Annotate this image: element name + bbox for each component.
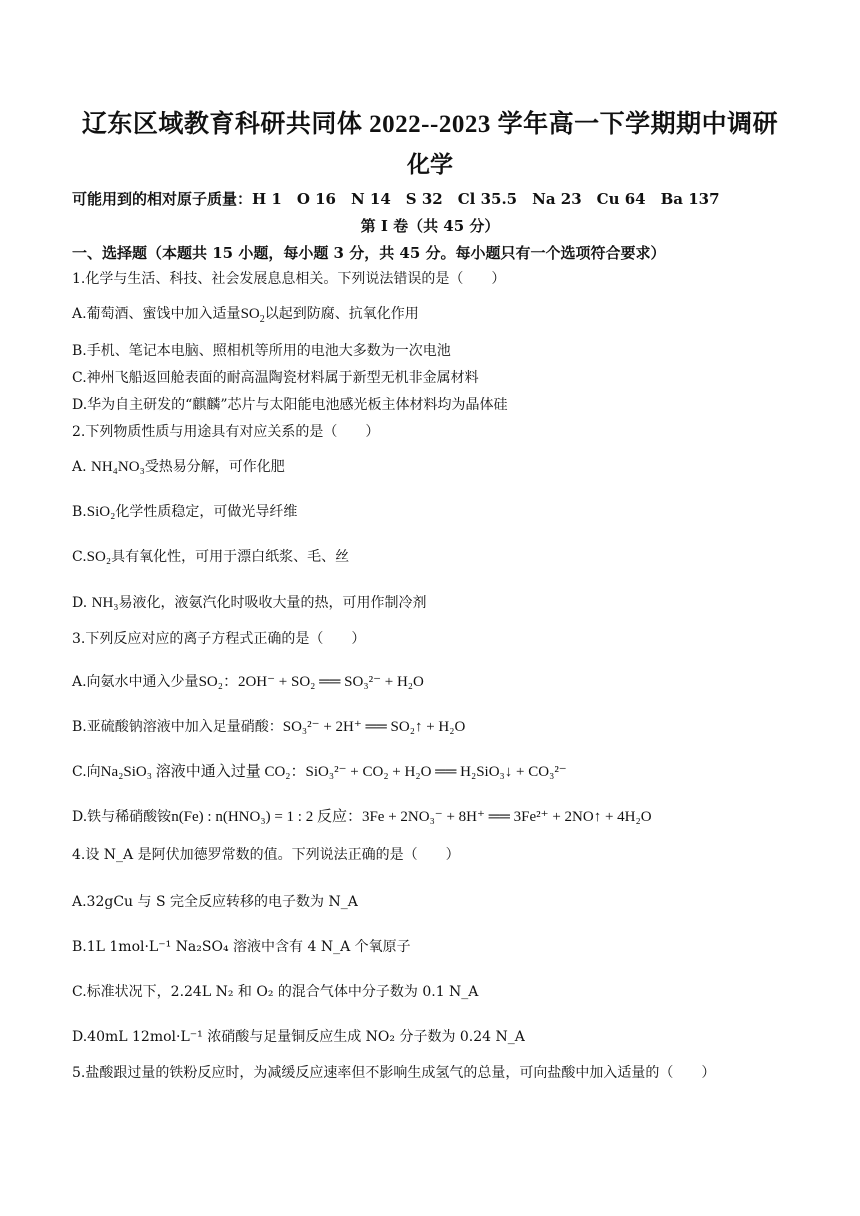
section-heading: 一、选择题（本题共 15 小题，每小题 3 分，共 45 分。每小题只有一个选项符合要求）: [72, 244, 666, 262]
option-text: A.向氨水中通入少量: [72, 674, 199, 690]
question-3-option-c: [72, 763, 832, 781]
question-5-stem: 5.盐酸跟过量的铁粉反应时，为减缓反应速率但不影响生成氢气的总量，可向盐酸中加入适量的（ ）: [72, 1065, 716, 1081]
ionic-equation: n(Fe) : n(HNO₃) = 1 : 2 反应：3Fe + 2NO₃⁻ + 8H⁺ ══ 3Fe²⁺ + 2NO↑ + 4H₂O: [171, 809, 652, 825]
option-text: D.铁与稀硝酸铵: [72, 809, 172, 825]
question-3-option-d: [72, 808, 832, 826]
option-text: C.: [72, 549, 87, 565]
question-2-option-b: [72, 503, 832, 521]
question-1-option-b: B.手机、笔记本电脑、照相机等所用的电池大多数为一次电池: [72, 343, 451, 359]
option-text: 具有氧化性，可用于漂白纸浆、毛、丝: [111, 549, 350, 565]
formula: [240, 306, 265, 325]
formula: NH₃: [91, 595, 119, 611]
formula: SiO₂: [86, 504, 116, 520]
question-4-option-c: C.标准状况下，2.24L N₂ 和 O₂ 的混合气体中分子数为 0.1 N_A: [72, 984, 479, 1000]
question-3-option-b: [72, 718, 832, 736]
question-2-option-d: [72, 594, 832, 612]
ionic-equation: SO₂：2OH⁻ + SO₂ ══ SO₃²⁻ + H₂O: [198, 674, 424, 690]
exam-title: 辽东区域教育科研共同体 2022--2023 学年高一下学期期中调研: [81, 111, 779, 138]
option-text: D.: [72, 595, 92, 611]
option-text: B.: [72, 504, 87, 520]
option-text: A.葡萄酒、蜜饯中加入适量: [72, 306, 241, 322]
question-2-option-c: [72, 548, 832, 566]
question-4-option-d: D.40mL 12mol·L⁻¹ 浓硝酸与足量铜反应生成 NO₂ 分子数为 0.24 N_A: [72, 1029, 525, 1045]
subject-title: 化学: [407, 151, 453, 178]
ionic-equation: SO₃²⁻ + 2H⁺ ══ SO₂↑ + H₂O: [282, 719, 466, 735]
formula: SO₂: [86, 549, 112, 565]
formula: NH₄NO₃: [91, 459, 145, 475]
option-text: C.向: [72, 764, 101, 780]
option-text: 受热易分解，可作化肥: [144, 459, 285, 475]
option-text: 以起到防腐、抗氧化作用: [264, 306, 419, 322]
option-text: 化学性质稳定，可做光导纤维: [115, 504, 298, 520]
question-2-stem: 2.下列物质性质与用途具有对应关系的是（ ）: [72, 424, 380, 440]
question-1-option-d: D.华为自主研发的“麒麟”芯片与太阳能电池感光板主体材料均为晶体硅: [72, 397, 508, 413]
question-4-option-b: B.1L 1mol·L⁻¹ Na₂SO₄ 溶液中含有 4 N_A 个氧原子: [72, 939, 411, 955]
formula-subscript: 2: [259, 314, 265, 325]
question-2-option-a: [72, 458, 832, 476]
formula-text: SO: [240, 306, 260, 322]
volume-heading: 第 I 卷（共 45 分）: [360, 217, 500, 235]
option-text: B.亚硫酸钠溶液中加入足量硝酸：: [72, 719, 283, 735]
question-1-option-a: [72, 305, 832, 323]
question-1-stem: 1.化学与生活、科技、社会发展息息相关。下列说法错误的是（ ）: [72, 271, 506, 287]
atomic-mass-line: 可能用到的相对原子质量：H 1 O 16 N 14 S 32 Cl 35.5 Na 23 Cu 64 Ba 137: [72, 190, 720, 208]
question-3-option-a: [72, 673, 832, 691]
option-text: 易液化，液氨汽化时吸收大量的热，可用作制冷剂: [118, 595, 427, 611]
question-1-option-c: C.神州飞船返回舱表面的耐高温陶瓷材料属于新型无机非金属材料: [72, 370, 479, 386]
question-4-option-a: A.32gCu 与 S 完全反应转移的电子数为 N_A: [72, 894, 358, 910]
question-3-stem: 3.下列反应对应的离子方程式正确的是（ ）: [72, 631, 366, 647]
ionic-equation: Na₂SiO₃ 溶液中通入过量 CO₂：SiO₃²⁻ + CO₂ + H₂O ══ H₂SiO₃↓ + CO₃²⁻: [100, 764, 567, 780]
option-text: A.: [72, 459, 92, 475]
question-4-stem: 4.设 N_A 是阿伏加德罗常数的值。下列说法正确的是（ ）: [72, 847, 460, 863]
